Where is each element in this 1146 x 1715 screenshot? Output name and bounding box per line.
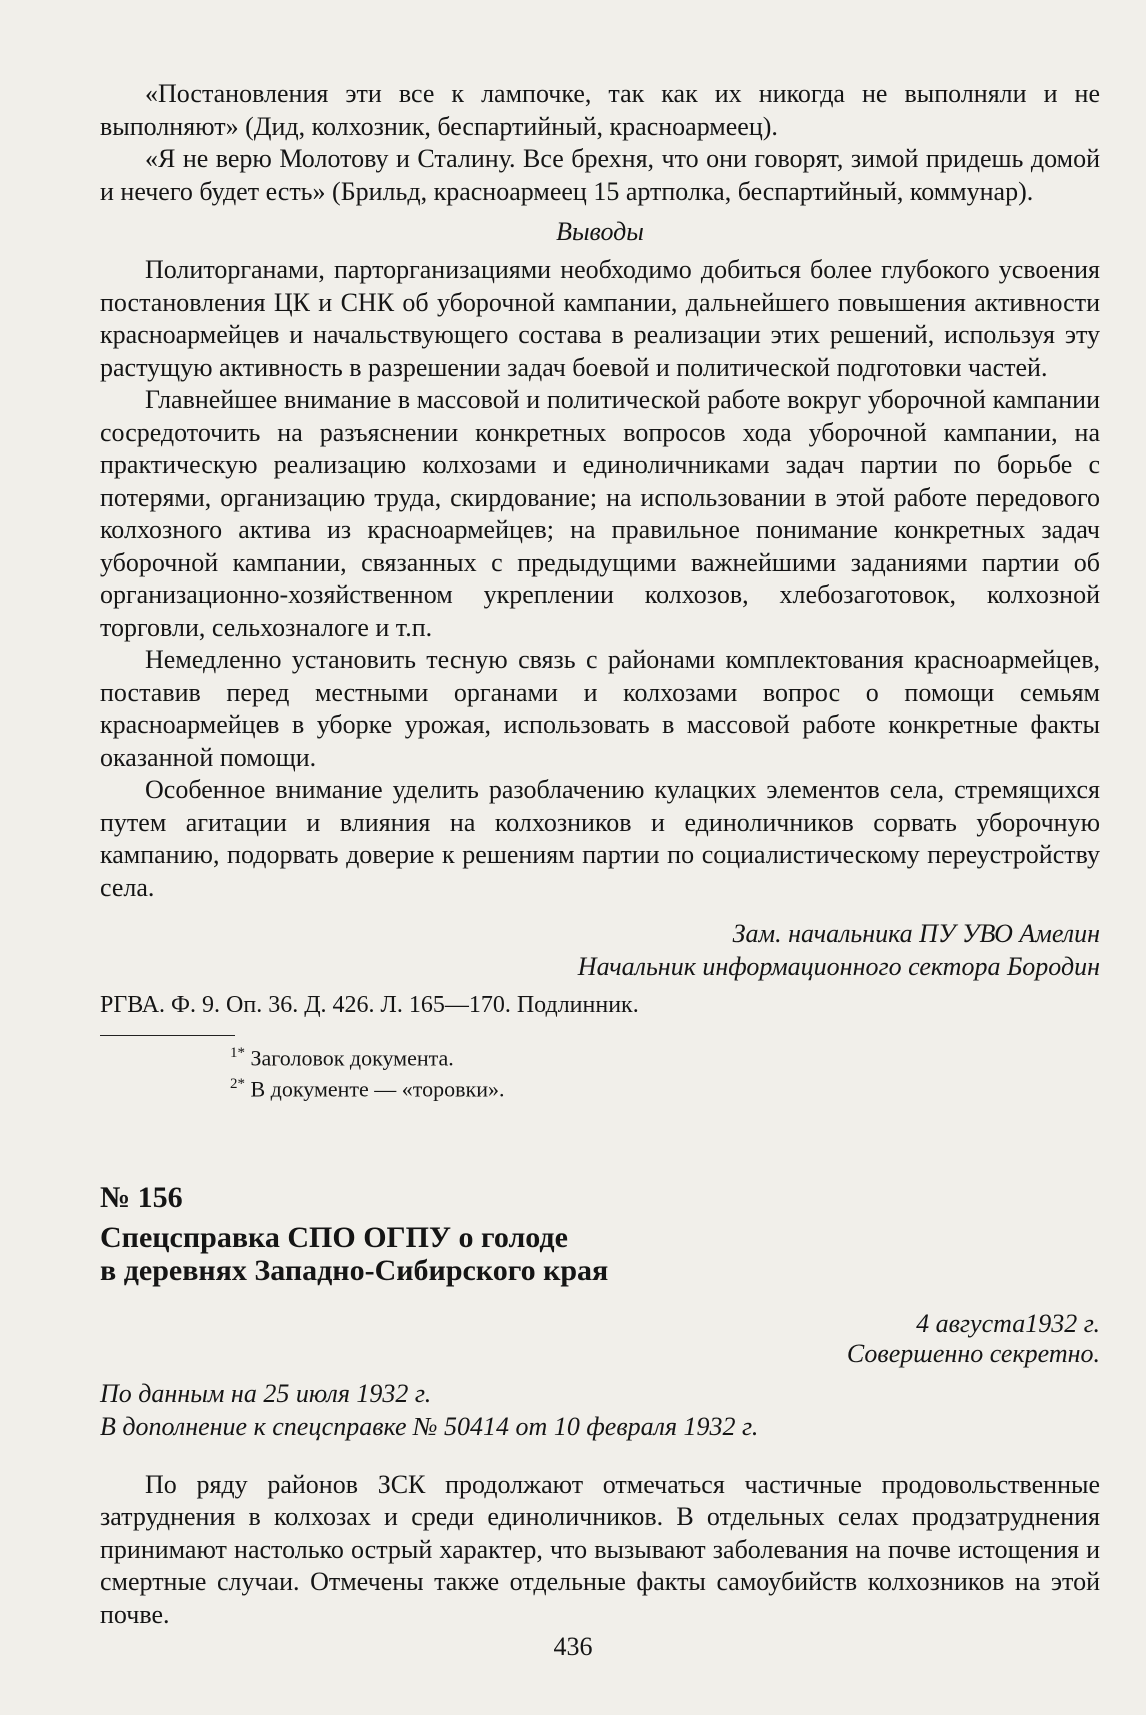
conclusion-paragraph: Немедленно установить тесную связь с районами комплектования красноармейцев, поставив перед местными органами и колхозами вопрос о помощи семьям красноармейцев в уборке урожая, использовать в массовой работе конкретные факты оказанной помощи.	[100, 645, 1100, 772]
conclusion-paragraph: Главнейшее внимание в массовой и политической работе вокруг уборочной кампании сосредоточить на разъяснении конкретных вопросов хода уборочной кампании, на практическую реализацию колхозами и единоличниками задач партии по борьбе с потерями, организацию труда, скирдование; на использовании в этой работе передового колхозного актива из красноармейцев; на правильное понимание конкретных задач уборочной кампании, связанных с предыдущими важнейшими заданиями партии об организационно-хозяйственном укреплении колхозов, хлебозаготовок, колхозной торговли, сельхозналоге и т.п.	[100, 385, 1100, 642]
document-number: № 156	[100, 1180, 183, 1214]
footnote-mark: 2*	[230, 1076, 245, 1093]
document-title: Спецсправка СПО ОГПУ о голоде	[100, 1220, 568, 1254]
conclusions-heading: Выводы	[556, 217, 644, 246]
footnote-divider	[100, 1035, 235, 1036]
footnote	[230, 1040, 1100, 1071]
conclusion-paragraph: Политорганами, парторганизациями необходимо добиться более глубокого усвоения постановления ЦК и СНК об уборочной кампании, дальнейшего повышения активности красноармейцев и начальствующего состава в реализации этих решений, используя эту растущую активность в разрешении задач боевой и политической подготовки частей.	[100, 255, 1100, 382]
footnote-text: В документе — «торовки».	[250, 1076, 505, 1102]
conclusion-paragraph: Особенное внимание уделить разоблачению кулацких элементов села, стремящихся путем агитации и влияния на колхозников и единоличников сорвать уборочную кампанию, подорвать доверие к решениям партии по социалистическому переустройству села.	[100, 775, 1100, 902]
page-number: 436	[553, 1632, 593, 1661]
signature-line: Зам. начальника ПУ УВО Амелин	[732, 919, 1100, 948]
supplement-note: В дополнение к спецсправке № 50414 от 10 февраля 1932 г.	[100, 1411, 759, 1441]
document-date: 4 августа1932 г.	[916, 1308, 1100, 1338]
footnote-mark: 1*	[230, 1045, 245, 1061]
quote-paragraph: «Постановления эти все к лампочке, так как их никогда не выполняли и не выполняют» (Дид, колхозник, беспартийный, красноармеец).	[100, 79, 1100, 141]
footnote	[230, 1071, 1100, 1102]
footnote-text: Заголовок документа.	[250, 1045, 454, 1071]
archive-source: РГВА. Ф. 9. Оп. 36. Д. 426. Л. 165—170. Подлинник.	[100, 992, 639, 1018]
data-as-of: По данным на 25 июля 1932 г.	[100, 1378, 432, 1408]
document-title: в деревнях Западно-Сибирского края	[100, 1253, 609, 1287]
signature-line: Начальник информационного сектора Бородин	[577, 951, 1100, 981]
quote-paragraph: «Я не верю Молотову и Сталину. Все брехня, что они говорят, зимой придешь домой и нечего будет есть» (Брильд, красноармеец 15 артполка, беспартийный, коммунар).	[100, 144, 1100, 206]
classification-mark: Совершенно секретно.	[846, 1338, 1100, 1368]
body-paragraph: По ряду районов ЗСК продолжают отмечаться частичные продовольственные затруднения в колхозах и среди единоличников. В отдельных селах продзатруднения принимают настолько острый характер, что вызывают заболевания на почве истощения и смертные случаи. Отмечены также отдельные факты самоубийств колхозников на этой почве.	[100, 1469, 1100, 1629]
